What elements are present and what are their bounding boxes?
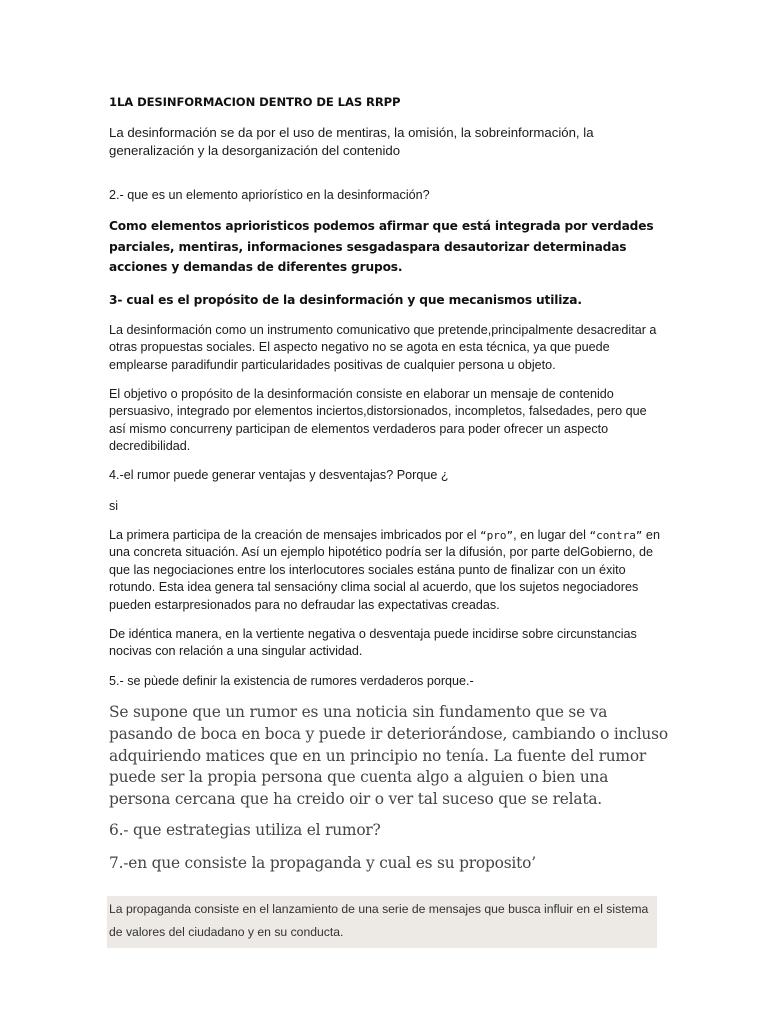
answer-5: Se supone que un rumor es una noticia sin fundamento que se va pasando de boca en boca y puede ir deteriorándose, cambiando o incluso adquiriendo matices que en un principio no tenía. La fuente del rumor puede ser la propia persona que cuenta algo a alguien o bien una persona cercana que ha creido oir o ver tal suceso que se relata. [109, 703, 668, 809]
answer-4-text-a: La primera participa de la creación de mensajes imbricados por el [109, 528, 480, 542]
question-4: 4.-el rumor puede generar ventajas y desventajas? Porque ¿ [109, 468, 449, 482]
answer-3-paragraph-2: El objetivo o propósito de la desinformación consiste en elaborar un mensaje de contenido persuasivo, integrado por elementos inciertos,distorsionados, incompletos, falsedades, pero que así mismo concurreny participan de elementos verdaderos para poder ofrecer un aspecto decredibilidad. [109, 387, 647, 454]
answer-2: Como elementos aprioristicos podemos afirmar que está integrada por verdades parciales, mentiras, informaciones sesgadaspara desautorizar determinadas acciones y demandas de diferentes grupos. [109, 219, 654, 274]
question-7: 7.-en que consiste la propaganda y cual es su proposito’ [109, 854, 536, 872]
intro-paragraph: La desinformación se da por el uso de mentiras, la omisión, la sobreinformación, la generalización y la desorganización del contenido [109, 125, 594, 158]
answer-4-paragraph-1 [109, 527, 665, 614]
question-6: 6.- que estrategias utiliza el rumor? [109, 821, 381, 839]
answer-4-paragraph-2: De idéntica manera, en la vertiente negativa o desventaja puede incidirse sobre circunstancias nocivas con relación a una singular actividad. [109, 627, 637, 659]
pro-quote: “pro” [480, 529, 514, 542]
question-5: 5.- se pùede definir la existencia de rumores verdaderos porque.- [109, 674, 474, 688]
answer-4-text-c: en una concreta situación. Así un ejemplo hipotético podría ser la difusión, por parte delGobierno, de que las negociaciones entre los interlocutores sociales estána punto de finalizar con un éxito rotundo. Esta idea genera tal sensacióny clima social al acuerdo, que los sujetos negociadores pueden estarpresionados para no defraudar las expectativas creadas. [109, 528, 660, 612]
answer-4-short: si [109, 499, 119, 513]
question-2: 2.- que es un elemento apriorístico en la desinformación? [109, 188, 430, 202]
question-3: 3- cual es el propósito de la desinformación y que mecanismos utiliza. [109, 293, 582, 307]
answer-3-paragraph-1: La desinformación como un instrumento comunicativo que pretende,principalmente desacreditar a otras propuestas sociales. El aspecto negativo no se agota en esta técnica, ya que puede emplearse paradifundir particularidades positivas de cualquier persona u objeto. [109, 323, 657, 372]
document-heading: 1LA DESINFORMACION DENTRO DE LAS RRPP [109, 95, 401, 109]
contra-quote: “contra” [589, 529, 643, 542]
answer-4-text-b: , en lugar del [513, 528, 590, 542]
answer-7-highlighted: La propaganda consiste en el lanzamiento de una serie de mensajes que busca influir en el sistema de valores del ciudadano y en su conducta. [107, 896, 657, 948]
